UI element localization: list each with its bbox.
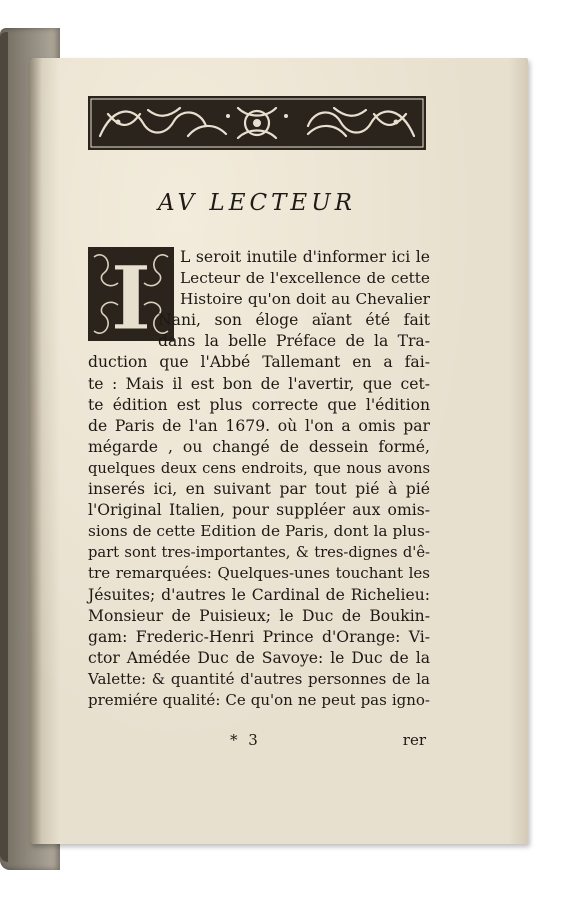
text-line: sions de cette Edition de Paris, dont la plus- — [88, 522, 430, 541]
text-line: Lecteur de l'excellence de cette — [180, 269, 430, 288]
text-line: Monsieur de Puisieux; le Duc de Boukin- — [88, 606, 430, 625]
gutter-shadow — [30, 58, 42, 844]
text-line: Jésuites; d'autres le Cardinal de Richelieu: — [88, 585, 430, 604]
text-line: Nani, son éloge aïant été fait — [158, 311, 430, 330]
drop-cap-letter: I — [110, 247, 152, 343]
text-line: premiére qualité: Ce qu'on ne peut pas igno- — [88, 690, 430, 709]
body-text — [88, 247, 430, 711]
cover-edge — [0, 32, 8, 862]
page-heading: AV LECTEUR — [158, 190, 356, 216]
text-line: L seroit inutile d'informer ici le — [180, 248, 430, 266]
text-line: te édition est plus correcte que l'édition — [88, 395, 430, 414]
text-line: l'Original Italien, pour suppléer aux omis- — [88, 501, 430, 520]
text-line: ctor Amédée Duc de Savoye: le Duc de la — [88, 648, 430, 667]
text-line: gam: Frederic-Henri Prince d'Orange: Vi- — [88, 627, 430, 646]
catchword: rer — [402, 731, 426, 749]
text-line: Valette: & quantité d'autres personnes de la — [88, 669, 430, 688]
text-line: tre remarquées: Quelques-unes touchant les — [88, 564, 430, 583]
signature-mark: * 3 — [230, 731, 261, 749]
text-line: te : Mais il est bon de l'avertir, que cet- — [88, 374, 430, 393]
page-footer — [88, 731, 426, 753]
text-line: Histoire qu'on doit au Chevalier — [180, 290, 430, 309]
text-line: de Paris de l'an 1679. où l'on a omis par — [88, 416, 430, 435]
text-line: inserés ici, en suivant par tout pié à pié — [88, 480, 430, 499]
headpiece-ornament — [88, 96, 426, 150]
text-line: duction que l'Abbé Tallemant en a fai- — [88, 353, 430, 372]
text-line: mégarde , ou changé de dessein formé, — [88, 437, 430, 456]
text-line: dans la belle Préface de la Tra- — [158, 332, 430, 351]
text-line: part sont tres-importantes, & tres-dignes d'ê- — [88, 544, 430, 562]
text-line: quelques deux cens endroits, que nous avons — [88, 459, 430, 477]
